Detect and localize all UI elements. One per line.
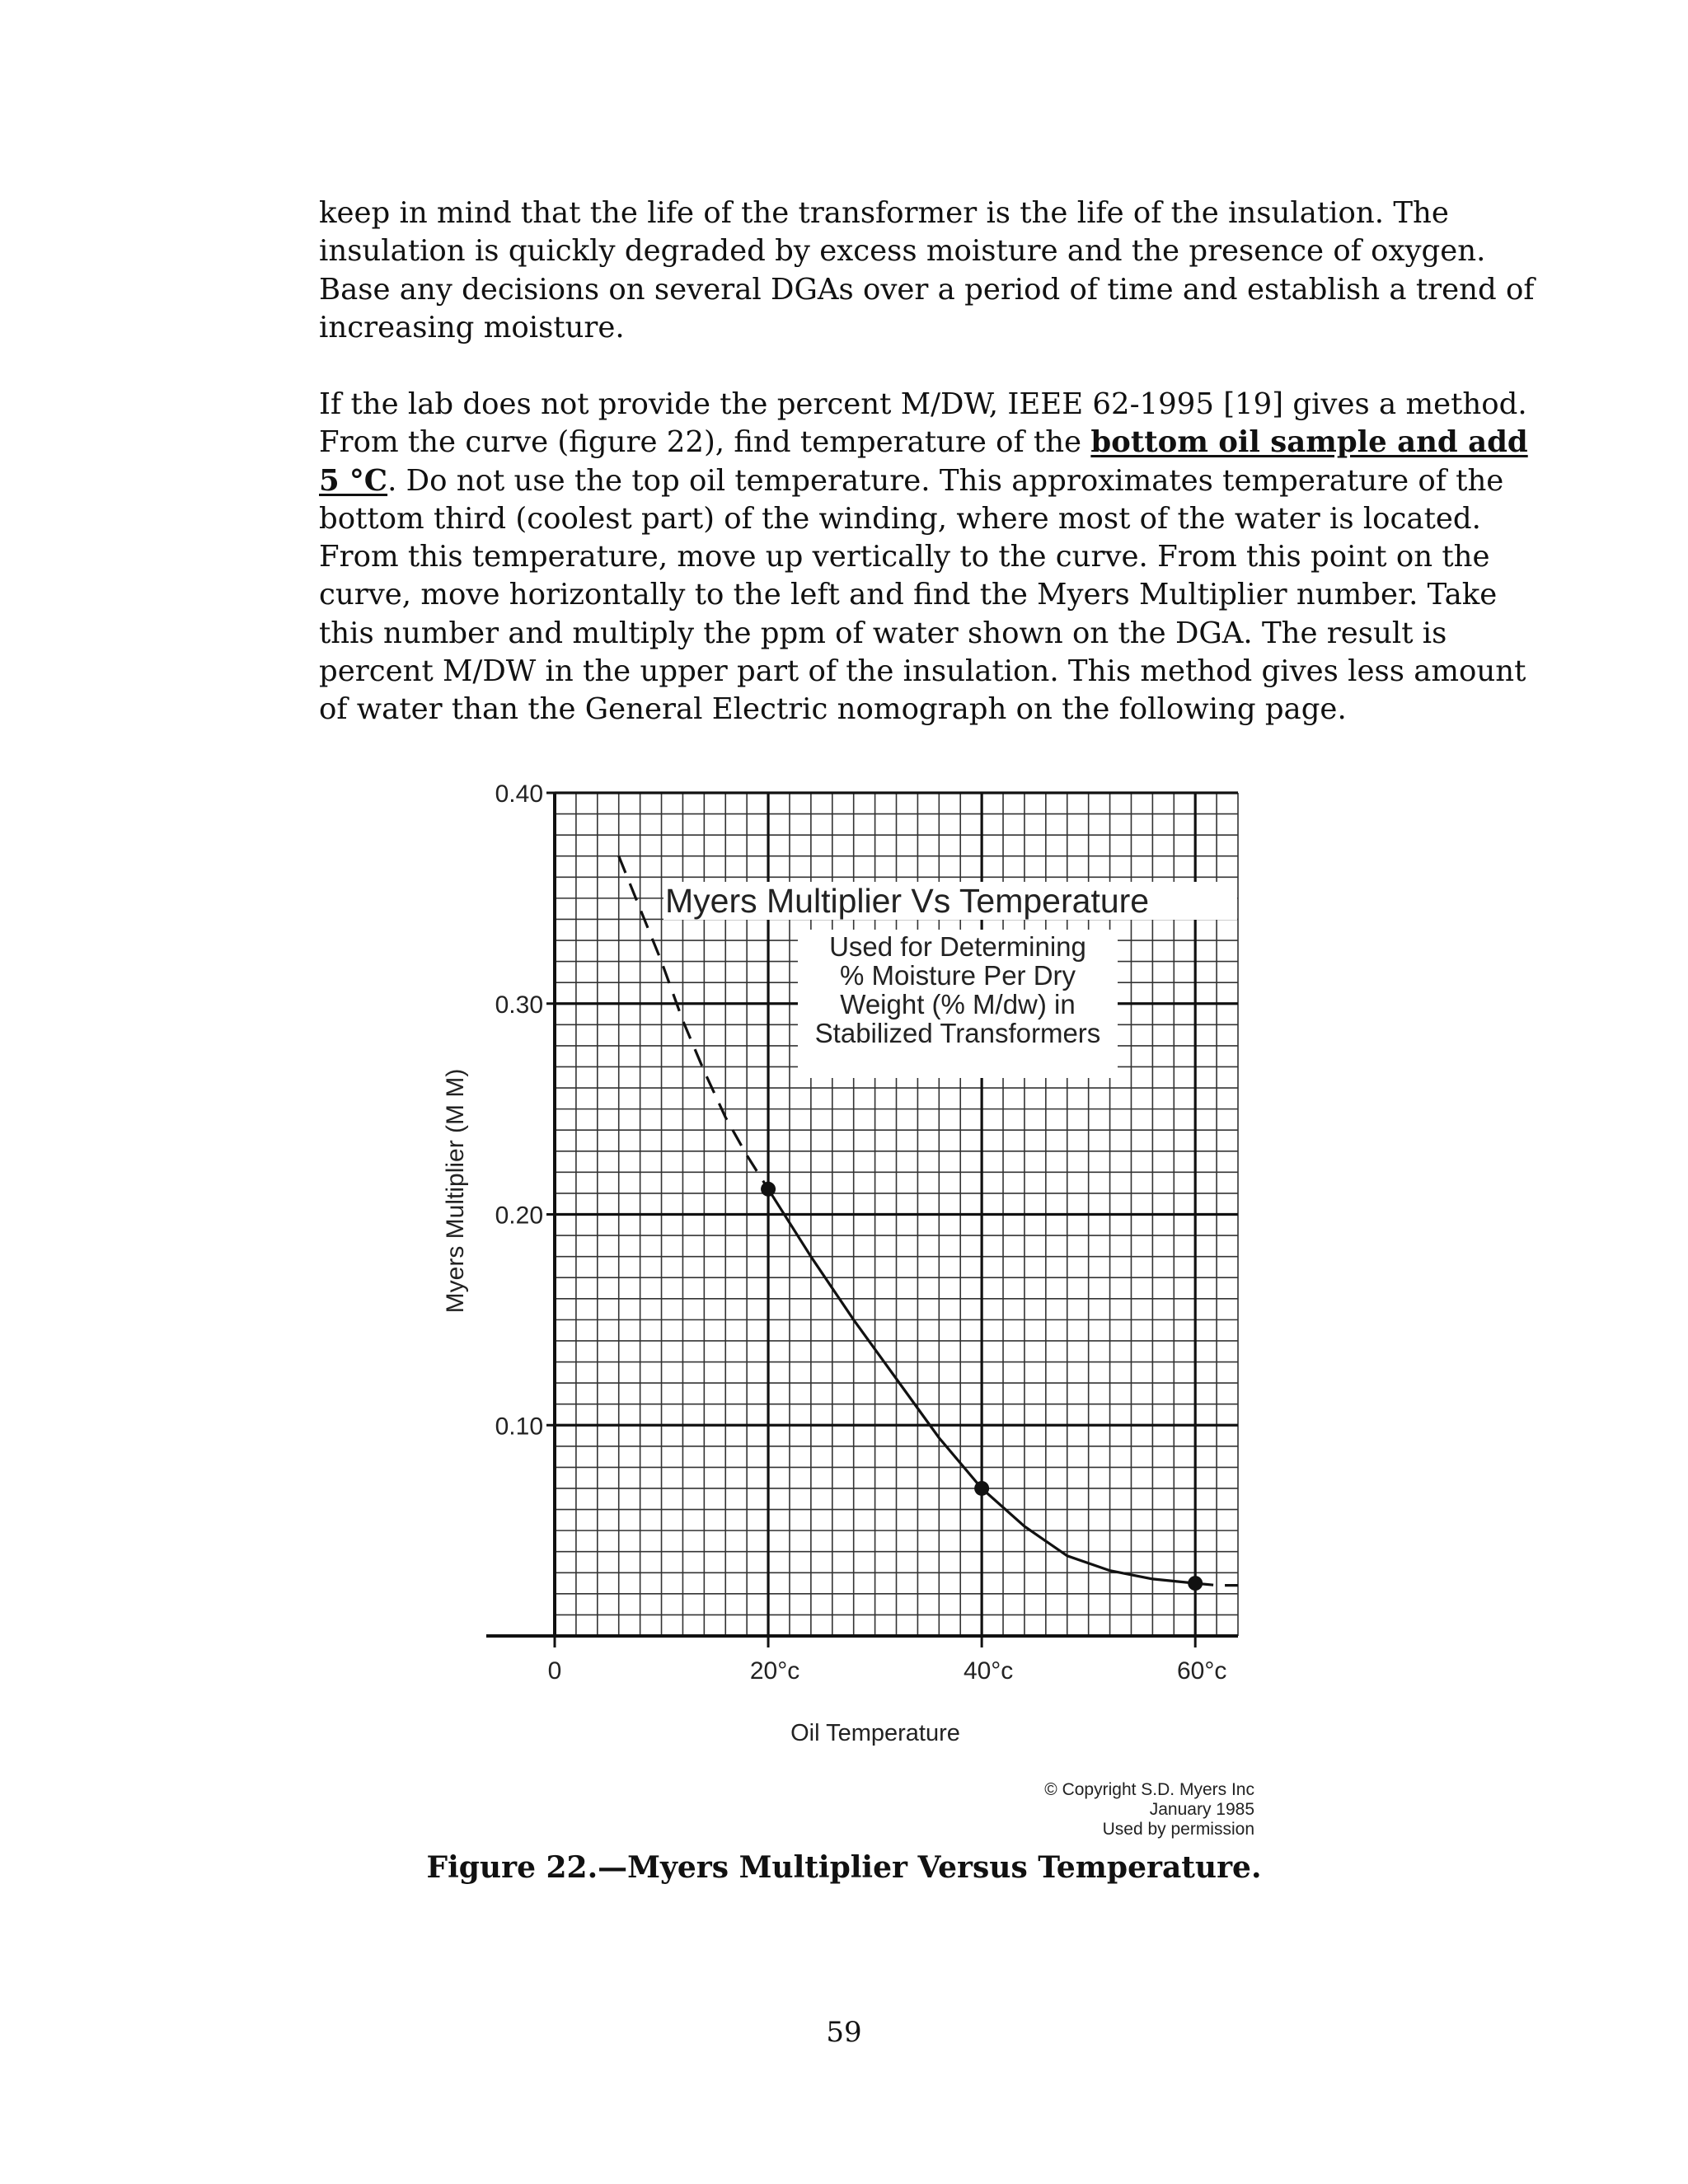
x-tick-label: 20°c <box>749 1657 800 1685</box>
chart-title: Myers Multiplier Vs Temperature <box>665 882 1150 920</box>
chart-subtitle-line: Weight (% M/dw) in <box>840 989 1076 1019</box>
x-tick-label: 60°c <box>1177 1657 1227 1685</box>
chart-canvas <box>412 775 1286 1863</box>
body-paragraph-2 <box>319 386 1528 729</box>
copyright-line: January 1985 <box>1149 1800 1254 1819</box>
text-line: percent M/DW in the upper part of the insulation. This method gives less amount <box>319 654 1526 689</box>
text-line: this number and multiply the ppm of water shown on the DGA. The result is <box>319 616 1447 650</box>
data-point-marker <box>1188 1576 1203 1591</box>
x-tick-label: 0 <box>547 1657 562 1685</box>
data-point-marker <box>974 1481 989 1496</box>
text-line: keep in mind that the life of the transformer is the life of the insulation. The <box>319 196 1449 230</box>
x-tick-label: 40°c <box>963 1657 1014 1685</box>
text-line <box>319 462 1504 500</box>
figure-caption: Figure 22.—Myers Multiplier Versus Temperature. <box>426 1850 1262 1885</box>
text-line <box>319 424 1528 462</box>
text-line: curve, move horizontally to the left and find the Myers Multiplier number. Take <box>319 578 1498 612</box>
chart-subtitle-line: Used for Determining <box>829 931 1086 962</box>
body-paragraph-1 <box>319 194 1535 347</box>
y-axis-title: Myers Multiplier (M M) <box>442 1068 469 1314</box>
y-tick-label: 0.10 <box>495 1413 543 1441</box>
text-run: . Do not use the top oil temperature. This approximates temperature of the <box>387 463 1504 498</box>
y-tick-label: 0.30 <box>495 991 543 1019</box>
text-line: bottom third (coolest part) of the winding, where most of the water is located. <box>319 501 1481 536</box>
x-axis-title: Oil Temperature <box>790 1720 960 1746</box>
text-line: From this temperature, move up vertically to the curve. From this point on the <box>319 540 1490 574</box>
copyright-line: Used by permission <box>1102 1820 1254 1839</box>
emphasized-text: 5 °C <box>319 463 388 498</box>
y-tick-label: 0.20 <box>495 1202 543 1230</box>
emphasized-text: bottom oil sample and add <box>1090 425 1528 460</box>
data-point-marker <box>761 1182 776 1197</box>
text-line: insulation is quickly degraded by excess moisture and the presence of oxygen. <box>319 234 1486 269</box>
text-line: Base any decisions on several DGAs over a period of time and establish a trend of <box>319 272 1535 307</box>
text-line: If the lab does not provide the percent M/DW, IEEE 62-1995 [19] gives a method. <box>319 387 1527 421</box>
text-run: From the curve (figure 22), find temperature of the <box>319 425 1091 460</box>
copyright-line: © Copyright S.D. Myers Inc <box>1044 1780 1254 1799</box>
y-tick-labels <box>495 780 555 1440</box>
chart-subtitle-line: % Moisture Per Dry <box>839 960 1076 991</box>
x-tick-labels <box>548 1636 1227 1685</box>
text-line: increasing moisture. <box>319 310 625 344</box>
page-number: 59 <box>826 2016 862 2049</box>
y-tick-label: 0.40 <box>495 780 543 808</box>
chart-subtitle-line: Stabilized Transformers <box>814 1018 1101 1048</box>
myers-multiplier-chart <box>412 775 1286 1863</box>
text-line: of water than the General Electric nomograph on the following page. <box>319 692 1347 727</box>
